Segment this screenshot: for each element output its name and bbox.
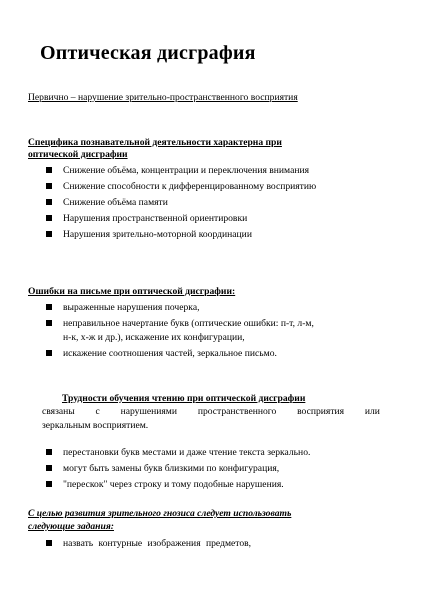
- bullet-square-icon: [46, 320, 52, 326]
- bullet-square-icon: [46, 465, 52, 471]
- bullet-square-icon: [46, 215, 52, 221]
- bullet-square-icon: [46, 183, 52, 189]
- section1-heading-line1: Специфика познавательной деятельности характерна при: [28, 137, 282, 148]
- page-title: Оптическая дисграфия: [40, 42, 256, 64]
- bullet-square-icon: [46, 540, 52, 546]
- bullet-square-icon: [46, 167, 52, 173]
- section4-heading-line2: следующие задания:: [28, 521, 114, 532]
- primary-statement-text: Первично – нарушение зрительно-пространственного восприятия: [28, 92, 298, 103]
- section1-heading-line2: оптической дисграфии: [28, 149, 128, 160]
- bullet-square-icon: [46, 304, 52, 310]
- section2-heading: Ошибки на письме при оптической дисграфии:: [28, 286, 236, 297]
- bullet-square-icon: [46, 449, 52, 455]
- document-page: Оптическая дисграфия Первично – нарушение зрительно-пространственного восприятия Специфика познавательной деятельности характерна при оптической дисграфии Снижение объёма, концентрации и переключения внимания Снижение способности к дифференцированному восприятию Снижение объёма памяти Нарушения пространственной ориентировки Нарушения зрительно-моторной координации Ошибки на письме при оптической дисграфии: выраженные нарушения почерка, неправильное начертание букв (оптические ошибки: п-т, л-м, н-к, х-ж и др.), искажение их конфигурации, искажение соотношения частей, зеркальное письмо. Трудности обучения чтению при оптической дисграфии связаны с нарушениями пространственного восприятия или зеркальным восприятием. перестановки букв местами и даже чтение текста зеркально. могут быть замены букв близкими по конфигурация, "перескок" через строку и тому подобные нарушения. С целью развития зрительного гнозиса следует использовать следующие задания: назвать контурные изображения предметов,: [28, 42, 380, 549]
- bullet-square-icon: [46, 199, 52, 205]
- bullet-square-icon: [46, 231, 52, 237]
- section3-text-line2: зеркальным восприятием.: [42, 420, 149, 431]
- section3-text-line1: связаны с нарушениями пространственного восприятия или: [42, 406, 380, 417]
- section4-heading-line1: С целью развития зрительного гнозиса следует использовать: [28, 508, 292, 519]
- bullet-square-icon: [46, 350, 52, 356]
- primary-statement: [28, 92, 298, 104]
- section3-heading: Трудности обучения чтению при оптической дисграфии: [62, 393, 306, 404]
- bullet-square-icon: [46, 481, 52, 487]
